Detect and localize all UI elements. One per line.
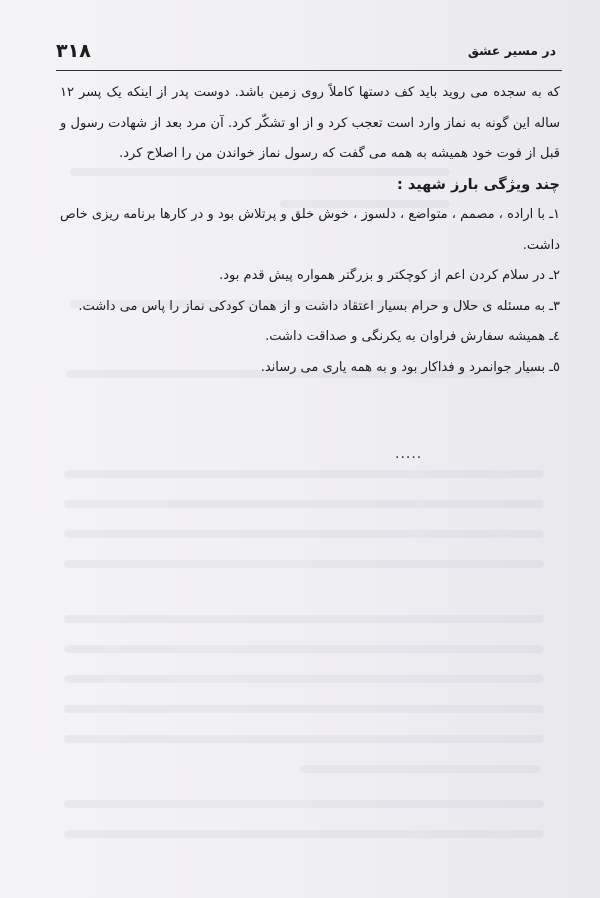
list-item: ٤ـ همیشه سفارش فراوان به یکرنگی و صداقت داشت.: [265, 329, 560, 344]
running-title: در مسیر عشق: [467, 43, 556, 58]
page-number: ۳۱۸: [56, 40, 91, 62]
page-header: [56, 40, 562, 70]
list-item: ۲ـ در سلام کردن اعم از کوچکتر و بزرگتر همواره پیش قدم بود.: [219, 268, 560, 283]
intro-paragraph: که به سجده می روید باید کف دستها کاملاً روی زمین باشد. دوست پدر از اینکه یک پسر ۱۲ ساله این گونه به نماز وارد است تعجب کرد و از او تشکّر کرد. آن مرد بعد از شهادت رسول و قبل از فوت خود همیشه به همه می گفت که رسول نماز خواندن من را اصلاح کرد.: [60, 85, 560, 161]
section-separator: .....: [395, 446, 423, 462]
header-divider: [56, 70, 562, 71]
section-heading: چند ویژگی بارز شهید :: [396, 176, 560, 193]
list-item: ۳ـ به مسئله ی حلال و حرام بسیار اعتقاد داشت و از همان کودکی نماز را پاس می داشت.: [78, 298, 560, 314]
page-body: [60, 78, 560, 383]
list-item: ٥ـ بسیار جوانمرد و فداکار بود و به همه یاری می رساند.: [260, 359, 560, 375]
list-item: ۱ـ با اراده ، مصمم ، متواضع ، دلسوز ، خوش خلق و پرتلاش بود و در کارها برنامه ریزی خاص داشت.: [60, 207, 560, 253]
